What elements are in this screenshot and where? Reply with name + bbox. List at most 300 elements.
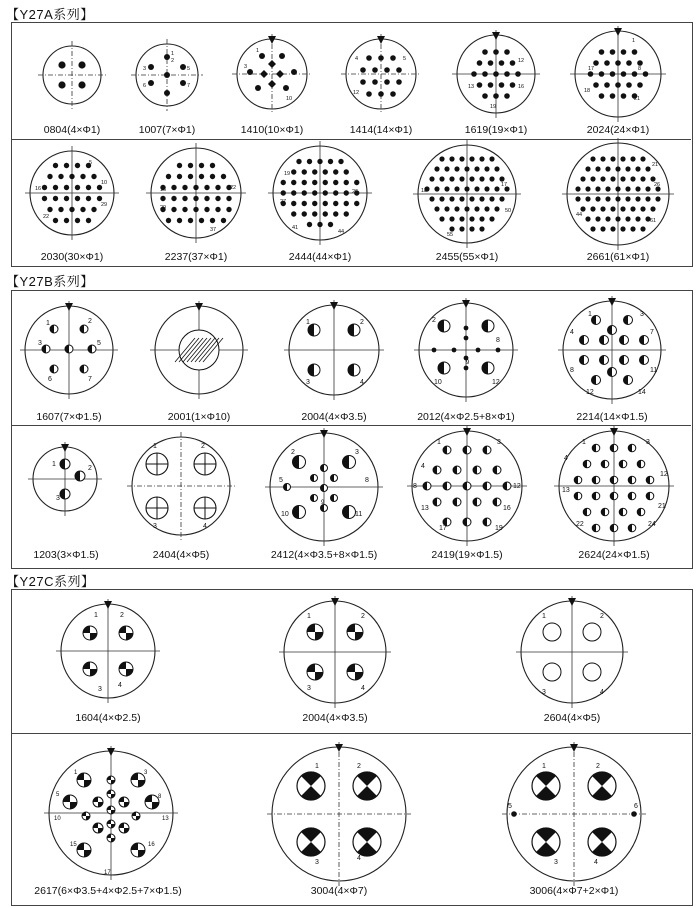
contact-pin xyxy=(177,163,182,168)
contact-pin-fill xyxy=(98,828,103,833)
connector-diagram xyxy=(271,746,407,882)
contact-pin xyxy=(588,71,594,77)
contact-pin xyxy=(166,218,171,223)
contact-pin-fill xyxy=(70,802,77,809)
contact-pin xyxy=(575,186,580,191)
connector-svg xyxy=(29,150,115,236)
contact-pin xyxy=(620,176,625,181)
pin-number: 5 xyxy=(279,477,283,484)
contact-pin xyxy=(396,67,402,73)
contact-pin xyxy=(640,206,645,211)
key-marker xyxy=(195,303,203,311)
contact-pin xyxy=(464,166,469,171)
contact-pin xyxy=(188,163,193,168)
contact-pin xyxy=(615,166,620,171)
contact-pin xyxy=(283,85,289,91)
contact-pin xyxy=(585,166,590,171)
connector-caption: 1203(3×Φ1.5) xyxy=(33,549,99,561)
contact-pin-fill xyxy=(131,773,138,780)
contact-pin-fill xyxy=(111,780,115,784)
pin-number: 3 xyxy=(307,685,311,692)
pin-number: 13 xyxy=(562,487,570,494)
pin-number: 17 xyxy=(501,182,508,188)
contact-pin xyxy=(593,60,599,66)
contact-pin xyxy=(499,196,504,201)
connector-svg xyxy=(456,34,536,114)
contact-pin xyxy=(585,196,590,201)
pin-number: 7 xyxy=(650,329,654,336)
connector-caption: 2237(37×Φ1) xyxy=(164,251,228,263)
contact-pin xyxy=(53,218,58,223)
contact-pin xyxy=(454,186,459,191)
pin-number: 6 xyxy=(48,376,52,383)
contact-pin xyxy=(210,218,215,223)
contact-pin xyxy=(610,71,616,77)
contact-pin xyxy=(583,663,601,681)
key-marker xyxy=(107,748,115,756)
connector-diagram xyxy=(566,142,670,246)
contact-pin xyxy=(255,85,261,91)
pin-number: 3 xyxy=(306,379,310,386)
key-marker xyxy=(320,430,328,438)
pin-number: 55 xyxy=(447,232,454,238)
contact-pin xyxy=(488,60,494,66)
connector-svg xyxy=(506,746,642,882)
contact-pin xyxy=(86,185,91,190)
contact-pin xyxy=(344,201,349,206)
contact-pin xyxy=(182,185,187,190)
pin-number: 3 xyxy=(554,859,558,866)
contact-pin xyxy=(449,156,454,161)
contact-pin xyxy=(180,80,186,86)
contact-pin xyxy=(75,163,80,168)
contact-pin-fill xyxy=(83,662,90,669)
contact-pin xyxy=(64,196,69,201)
contact-pin xyxy=(439,176,444,181)
pin-number: 17 xyxy=(104,870,111,876)
connector-diagram xyxy=(288,304,380,396)
connector-svg xyxy=(48,750,174,876)
contact-pin xyxy=(199,163,204,168)
contact-pin-fill xyxy=(145,795,152,802)
connector-svg xyxy=(32,446,98,512)
contact-pin xyxy=(221,218,226,223)
contact-pin-fill xyxy=(315,672,323,680)
key-marker xyxy=(610,428,618,436)
contact-pin xyxy=(615,186,620,191)
pin-number: 3 xyxy=(38,340,42,347)
connector-caption: 2419(19×Φ1.5) xyxy=(431,549,503,561)
connector-diagram xyxy=(456,34,536,114)
contact-pin xyxy=(312,201,317,206)
pin-number: 3 xyxy=(98,686,102,693)
contact-pin xyxy=(384,67,390,73)
contact-pin xyxy=(317,222,322,227)
pin-number: 3 xyxy=(153,523,157,530)
contact-pin xyxy=(210,163,215,168)
pin-number: 8 xyxy=(365,477,369,484)
contact-pin xyxy=(64,163,69,168)
contact-pin xyxy=(504,49,510,55)
pin-number: 21 xyxy=(652,162,659,168)
contact-pin xyxy=(42,196,47,201)
connector-svg xyxy=(131,436,231,536)
key-marker xyxy=(462,300,470,308)
pin-number: 3 xyxy=(244,64,248,70)
contact-pin xyxy=(338,159,343,164)
pin-number: 8 xyxy=(570,367,574,374)
connector-diagram xyxy=(29,150,115,236)
contact-pin xyxy=(182,207,187,212)
pin-number: 1 xyxy=(74,770,78,776)
pin-number: 4 xyxy=(357,855,361,862)
contact-pin xyxy=(444,206,449,211)
pin-number: 19 xyxy=(284,171,291,177)
contact-pin xyxy=(291,69,297,75)
contact-pin xyxy=(610,49,616,55)
pin-number: 12 xyxy=(660,471,668,478)
connector-svg xyxy=(154,305,244,395)
pin-number: 5 xyxy=(97,340,101,347)
connector-svg xyxy=(288,304,380,396)
contact-pin xyxy=(599,71,605,77)
contact-pin xyxy=(69,174,74,179)
contact-pin xyxy=(632,49,638,55)
connector-diagram xyxy=(417,144,517,244)
contact-pin xyxy=(164,54,170,60)
contact-pin xyxy=(625,186,630,191)
connector-caption: 2001(1×Φ10) xyxy=(167,411,231,423)
key-marker xyxy=(568,598,576,606)
contact-pin-fill xyxy=(111,794,115,798)
contact-pin xyxy=(615,82,621,88)
pin-number: 26 xyxy=(654,182,661,188)
contact-pin xyxy=(312,169,317,174)
contact-pin xyxy=(215,185,220,190)
contact-pin-fill xyxy=(124,802,129,807)
contact-pin xyxy=(479,196,484,201)
contact-pin xyxy=(333,201,338,206)
pin-number: 7 xyxy=(88,376,92,383)
contact-pin xyxy=(307,159,312,164)
contact-pin xyxy=(259,53,265,59)
connector-svg xyxy=(272,145,368,241)
contact-pin xyxy=(86,196,91,201)
contact-pin xyxy=(166,174,171,179)
contact-pin-fill xyxy=(93,797,98,802)
contact-pin xyxy=(604,82,610,88)
contact-pin xyxy=(610,226,615,231)
contact-pin xyxy=(493,71,499,77)
contact-pin-fill xyxy=(315,632,323,640)
contact-pin xyxy=(640,176,645,181)
contact-pin xyxy=(204,196,209,201)
pin-number: 7 xyxy=(187,83,191,89)
contact-pin xyxy=(312,190,317,195)
contact-pin xyxy=(595,196,600,201)
contact-pin xyxy=(317,159,322,164)
contact-pin-fill xyxy=(152,802,159,809)
contact-pin xyxy=(504,93,510,99)
contact-pin xyxy=(499,82,505,88)
pin-number: 2 xyxy=(88,318,92,325)
pin-number: 5 xyxy=(403,56,407,62)
contact-pin-fill xyxy=(307,624,315,632)
contact-pin xyxy=(260,70,268,78)
contact-pin xyxy=(449,176,454,181)
connector-caption: 3004(4×Φ7) xyxy=(310,885,368,897)
connector-diagram xyxy=(418,302,514,398)
pin-number: 16 xyxy=(160,187,167,193)
contact-pin-fill xyxy=(107,820,111,824)
contact-pin xyxy=(452,348,457,353)
contact-pin xyxy=(469,196,474,201)
pin-number: 8 xyxy=(496,337,500,344)
contact-pin xyxy=(626,60,632,66)
contact-pin-fill xyxy=(355,632,363,640)
contact-pin xyxy=(635,216,640,221)
pin-number: 3 xyxy=(56,495,60,502)
contact-pin xyxy=(595,186,600,191)
contact-pin xyxy=(510,82,516,88)
connector-caption: 0804(4×Φ1) xyxy=(43,124,101,136)
contact-pin xyxy=(479,176,484,181)
pin-number: 1 xyxy=(256,48,260,54)
contact-pin xyxy=(439,156,444,161)
contact-pin xyxy=(459,216,464,221)
contact-pin xyxy=(626,82,632,88)
contact-pin xyxy=(323,169,328,174)
contact-pin xyxy=(488,82,494,88)
contact-pin xyxy=(469,176,474,181)
contact-pin xyxy=(291,201,296,206)
contact-pin xyxy=(615,60,621,66)
contact-pin xyxy=(281,190,286,195)
contact-pin xyxy=(605,196,610,201)
connector-svg xyxy=(135,43,199,107)
contact-pin xyxy=(78,81,85,88)
contact-pin xyxy=(477,60,483,66)
pin-number: 13 xyxy=(162,816,169,822)
pin-number: 16 xyxy=(518,84,525,90)
contact-pin xyxy=(354,201,359,206)
pin-number: 3 xyxy=(355,449,359,456)
contact-pin xyxy=(474,206,479,211)
contact-pin xyxy=(434,166,439,171)
contact-pin xyxy=(504,71,510,77)
contact-pin xyxy=(631,811,637,817)
pin-number: 3 xyxy=(143,66,147,72)
pin-number: 1 xyxy=(542,763,546,770)
pin-number: 44 xyxy=(338,229,345,235)
connector-caption: 2617(6×Φ3.5+4×Φ2.5+7×Φ1.5) xyxy=(34,885,182,897)
contact-pin xyxy=(580,176,585,181)
pin-number: 10 xyxy=(434,379,442,386)
contact-pin xyxy=(69,207,74,212)
pin-number: 12 xyxy=(518,58,525,64)
contact-pin xyxy=(482,71,488,77)
contact-pin xyxy=(459,156,464,161)
contact-pin-fill xyxy=(86,816,90,820)
contact-pin-fill xyxy=(90,669,97,676)
pin-number: 2 xyxy=(88,465,92,472)
pin-number: 10 xyxy=(101,180,108,186)
connector-svg xyxy=(271,746,407,882)
pin-number: 3 xyxy=(144,770,148,776)
contact-pin xyxy=(590,156,595,161)
contact-pin xyxy=(47,174,52,179)
pin-number: 9 xyxy=(466,360,470,366)
pin-number: 3 xyxy=(640,311,644,318)
contact-pin xyxy=(276,70,284,78)
contact-pin xyxy=(605,166,610,171)
pin-number: 14 xyxy=(638,389,646,396)
contact-pin xyxy=(80,207,85,212)
pin-number: 18 xyxy=(421,188,428,194)
connector-diagram xyxy=(32,446,98,512)
contact-pin xyxy=(296,159,301,164)
pin-number: 10 xyxy=(281,511,289,518)
contact-pin xyxy=(444,166,449,171)
connector-caption: 2412(4×Φ3.5+8×Φ1.5) xyxy=(270,549,378,561)
contact-pin xyxy=(439,196,444,201)
contact-pin-fill xyxy=(482,362,488,374)
contact-pin xyxy=(499,60,505,66)
contact-pin xyxy=(484,186,489,191)
connector-caption: 2455(55×Φ1) xyxy=(435,251,499,263)
pin-number: 16 xyxy=(148,842,155,848)
contact-pin xyxy=(585,216,590,221)
contact-pin-fill xyxy=(343,506,350,519)
contact-pin-fill xyxy=(77,843,84,850)
pin-number: 5 xyxy=(187,66,191,72)
contact-pin xyxy=(479,226,484,231)
contact-pin xyxy=(75,196,80,201)
pin-number: 11 xyxy=(650,367,658,374)
contact-pin xyxy=(625,166,630,171)
pin-number: 4 xyxy=(594,859,598,866)
contact-pin xyxy=(464,336,469,341)
contact-pin xyxy=(620,206,625,211)
contact-pin xyxy=(75,185,80,190)
contact-pin xyxy=(615,216,620,221)
contact-pin xyxy=(268,80,276,88)
contact-pin xyxy=(384,79,390,85)
contact-pin xyxy=(75,218,80,223)
connector-svg xyxy=(150,147,242,239)
contact-pin xyxy=(171,185,176,190)
contact-pin xyxy=(645,186,650,191)
contact-pin-fill xyxy=(293,506,300,519)
connector-diagram xyxy=(574,30,662,118)
contact-pin xyxy=(312,211,317,216)
connector-caption: 2214(14×Φ1.5) xyxy=(576,411,648,423)
pin-number: 4 xyxy=(570,329,574,336)
contact-pin xyxy=(193,207,198,212)
contact-pin xyxy=(91,174,96,179)
contact-pin xyxy=(604,60,610,66)
contact-pin xyxy=(58,174,63,179)
contact-pin-fill xyxy=(136,816,140,820)
connector-caption: 2024(24×Φ1) xyxy=(586,124,650,136)
contact-pin xyxy=(432,348,437,353)
key-marker xyxy=(570,744,578,752)
contact-pin xyxy=(328,159,333,164)
pin-number: 3 xyxy=(646,439,650,446)
contact-pin xyxy=(291,190,296,195)
pin-number: 5 xyxy=(56,792,60,798)
contact-pin xyxy=(58,61,65,68)
contact-pin-fill xyxy=(126,633,133,640)
contact-pin xyxy=(635,166,640,171)
contact-pin xyxy=(469,216,474,221)
contact-pin-fill xyxy=(438,320,444,332)
contact-pin xyxy=(621,49,627,55)
contact-pin xyxy=(390,91,396,97)
pin-number: 17 xyxy=(588,66,595,72)
pin-number: 4 xyxy=(564,455,568,462)
contact-pin-fill xyxy=(138,780,145,787)
contact-pin xyxy=(180,64,186,70)
contact-pin-fill xyxy=(347,664,355,672)
pin-number: 22 xyxy=(576,521,584,528)
pin-number: 1 xyxy=(94,612,98,619)
connector-caption: 2604(4×Φ5) xyxy=(543,712,601,724)
contact-pin xyxy=(621,93,627,99)
connector-diagram xyxy=(558,430,670,542)
contact-pin xyxy=(291,180,296,185)
pin-number: 1 xyxy=(632,38,636,44)
contact-pin xyxy=(171,196,176,201)
contact-pin xyxy=(479,216,484,221)
contact-pin xyxy=(268,60,276,68)
pin-number: 12 xyxy=(513,483,521,490)
contact-pin-fill xyxy=(482,320,488,332)
contact-pin-fill xyxy=(126,669,133,676)
contact-pin xyxy=(53,185,58,190)
contact-pin xyxy=(510,60,516,66)
contact-pin xyxy=(489,196,494,201)
contact-pin xyxy=(474,166,479,171)
pin-number: 15 xyxy=(70,842,77,848)
pin-number: 26 xyxy=(352,189,359,195)
contact-pin xyxy=(378,91,384,97)
contact-pin-fill xyxy=(307,664,315,672)
connector-diagram xyxy=(506,746,642,882)
contact-pin-fill xyxy=(348,324,354,336)
contact-pin xyxy=(204,185,209,190)
contact-pin xyxy=(86,218,91,223)
contact-pin-fill xyxy=(84,850,91,857)
contact-pin-fill xyxy=(138,850,145,857)
pin-number: 4 xyxy=(203,523,207,530)
connector-caption: 1604(4×Φ2.5) xyxy=(75,712,141,724)
contact-pin-fill xyxy=(83,626,90,633)
connector-svg xyxy=(574,30,662,118)
contact-pin xyxy=(593,82,599,88)
contact-pin-fill xyxy=(75,471,80,481)
contact-pin xyxy=(171,207,176,212)
contact-pin xyxy=(291,211,296,216)
connector-svg xyxy=(24,305,114,395)
contact-pin xyxy=(595,216,600,221)
contact-pin xyxy=(182,196,187,201)
contact-pin xyxy=(160,196,165,201)
connector-svg xyxy=(411,430,523,542)
pin-number: 4 xyxy=(355,56,359,62)
contact-pin xyxy=(354,180,359,185)
contact-pin xyxy=(279,53,285,59)
